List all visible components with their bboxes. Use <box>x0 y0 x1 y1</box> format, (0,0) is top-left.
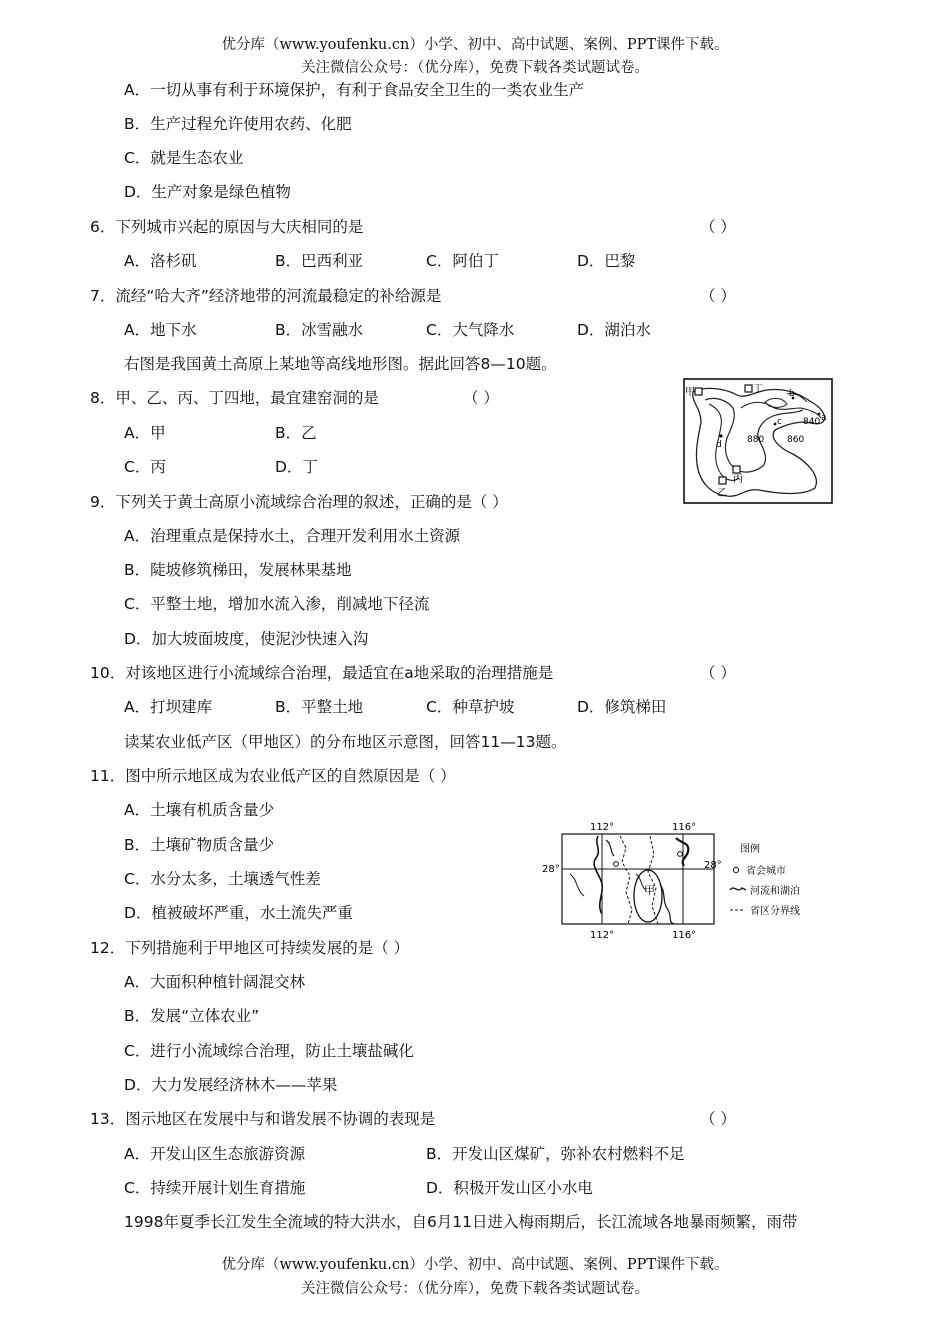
q10-option-d: D．修筑梯田 <box>577 698 667 716</box>
page-footer-line-2: 关注微信公众号：（优分库），免费下载各类试题试卷。 <box>301 1281 649 1297</box>
q6-option-a: A．洛杉矶 <box>124 252 197 270</box>
q6-answer-paren: （ ） <box>700 218 736 236</box>
q13-option-c: C．持续开展计划生育措施 <box>124 1179 306 1197</box>
q7-stem: 7．流经“哈大齐”经济地带的河流最稳定的补给源是 <box>90 287 442 305</box>
region-map-figure <box>540 814 830 944</box>
q10-option-b: B．平整土地 <box>275 698 364 716</box>
q6-option-b: B．巴西利亚 <box>275 252 364 270</box>
map-label-c: c <box>777 417 782 427</box>
page-header-line-1: 优分库（www.youfenku.cn）小学、初中、高中试题、案例、PPT课件下载。 <box>221 37 729 53</box>
region-label-jia: 甲 <box>644 884 655 897</box>
map-label-b: b <box>789 389 795 399</box>
flood-passage-line: 1998年夏季长江发生全流域的特大洪水，自6月11日进入梅雨期后，长江流域各地暴雨频繁，雨带 <box>124 1213 798 1231</box>
page-header-line-2: 关注微信公众号：（优分库），免费下载各类试题试卷。 <box>301 60 649 76</box>
q9-stem: 9．下列关于黄土高原小流域综合治理的叙述，正确的是（ ） <box>90 493 508 511</box>
q10-stem: 10．对该地区进行小流域综合治理，最适宜在a地采取的治理措施是 <box>90 664 554 682</box>
map-label-bing: 丙 <box>733 474 743 485</box>
map-label-860: 860 <box>787 435 805 445</box>
q9-option-c: C．平整土地，增加水流入渗，削减地下径流 <box>124 595 430 613</box>
q13-answer-paren: （ ） <box>700 1110 736 1128</box>
map-label-880: 880 <box>747 435 765 445</box>
q6-stem: 6．下列城市兴起的原因与大庆相同的是 <box>90 218 364 236</box>
legend-province-boundary: 省区分界线 <box>750 906 800 917</box>
map-label-yi: 乙 <box>717 488 727 499</box>
legend-title: 图例 <box>740 844 760 855</box>
map-label-d: d <box>716 440 722 450</box>
q7-option-a: A．地下水 <box>124 321 197 339</box>
q7-answer-paren: （ ） <box>700 287 736 305</box>
lat-right-28: 28° <box>704 860 722 871</box>
q5-option-c: C．就是生态农业 <box>124 149 244 167</box>
q11-option-c: C．水分太多，土壤透气性差 <box>124 870 321 888</box>
q12-stem: 12．下列措施利于甲地区可持续发展的是（ ） <box>90 939 410 957</box>
q10-option-c: C．种草护坡 <box>426 698 515 716</box>
legend-provincial-capital: 省会城市 <box>746 866 786 877</box>
q10-option-a: A．打坝建库 <box>124 698 213 716</box>
map-label-ding: 丁 <box>753 384 763 395</box>
q10-answer-paren: （ ） <box>700 664 736 682</box>
lon-top-112: 112° <box>590 822 615 833</box>
q9-option-a: A．治理重点是保持水土，合理开发利用水土资源 <box>124 527 461 545</box>
q13-option-b: B．开发山区煤矿，弥补农村燃料不足 <box>426 1145 685 1163</box>
legend-rivers-lakes: 河流和湖泊 <box>750 886 800 897</box>
q7-option-c: C．大气降水 <box>426 321 515 339</box>
q11-option-d: D．植被破坏严重，水土流失严重 <box>124 904 353 922</box>
map-label-jia: 甲 <box>685 387 695 398</box>
q12-option-c: C．进行小流域综合治理，防止土壤盐碱化 <box>124 1042 414 1060</box>
q11-stem: 11．图中所示地区成为农业低产区的自然原因是（ ） <box>90 767 456 785</box>
q8-option-a: A．甲 <box>124 424 166 442</box>
q12-option-a: A．大面积种植针阔混交林 <box>124 973 306 991</box>
lat-left-28: 28° <box>542 864 560 875</box>
q11-option-a: A．土壤有机质含量少 <box>124 801 275 819</box>
page-footer-line-1: 优分库（www.youfenku.cn）小学、初中、高中试题、案例、PPT课件下载。 <box>221 1257 729 1273</box>
q5-option-b: B．生产过程允许使用农药、化肥 <box>124 115 352 133</box>
intro-questions-11-13: 读某农业低产区（甲地区）的分布地区示意图，回答11—13题。 <box>124 733 567 751</box>
q8-option-b: B．乙 <box>275 424 317 442</box>
q8-answer-paren: （ ） <box>463 389 499 407</box>
q5-option-a: A．一切从事有利于环境保护，有利于食品安全卫生的一类农业生产 <box>124 81 585 99</box>
q9-option-d: D．加大坡面坡度，使泥沙快速入沟 <box>124 630 369 648</box>
contour-map-figure <box>683 378 833 504</box>
intro-questions-8-10: 右图是我国黄土高原上某地等高线地形图。据此回答8—10题。 <box>124 355 557 373</box>
lon-top-116: 116° <box>672 822 697 833</box>
q13-option-a: A．开发山区生态旅游资源 <box>124 1145 306 1163</box>
lon-bottom-112: 112° <box>590 930 615 941</box>
map-label-840: 840 <box>803 417 821 427</box>
q12-option-d: D．大力发展经济林木——苹果 <box>124 1076 338 1094</box>
q5-option-d: D．生产对象是绿色植物 <box>124 183 291 201</box>
q9-option-b: B．陡坡修筑梯田，发展林果基地 <box>124 561 352 579</box>
q7-option-b: B．冰雪融水 <box>275 321 364 339</box>
q8-option-d: D．丁 <box>275 458 318 476</box>
q8-option-c: C．丙 <box>124 458 166 476</box>
q11-option-b: B．土壤矿物质含量少 <box>124 836 275 854</box>
q13-stem: 13．图示地区在发展中与和谐发展不协调的表现是 <box>90 1110 436 1128</box>
map-label-a: a <box>821 413 827 423</box>
q13-option-d: D．积极开发山区小水电 <box>426 1179 593 1197</box>
q8-stem: 8．甲、乙、丙、丁四地，最宜建窑洞的是 <box>90 389 379 407</box>
q12-option-b: B．发展“立体农业” <box>124 1007 260 1025</box>
q6-option-d: D．巴黎 <box>577 252 636 270</box>
q7-option-d: D．湖泊水 <box>577 321 651 339</box>
q6-option-c: C．阿伯丁 <box>426 252 499 270</box>
lon-bottom-116: 116° <box>672 930 697 941</box>
